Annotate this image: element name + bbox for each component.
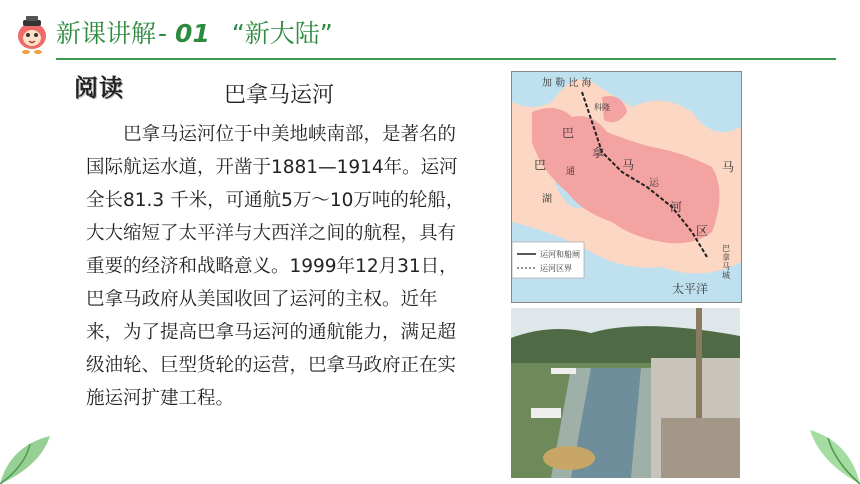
legend-zone-boundary: 运河区界 [540, 264, 572, 273]
label-zone-qu: 区 [696, 224, 709, 238]
title-main: 新课讲解 [56, 19, 157, 48]
title-dash: - [158, 19, 168, 48]
label-pacific-ocean: 太平洋 [672, 282, 709, 296]
label-zone-yun: 运 [649, 178, 659, 189]
canal-photo-graphic [511, 308, 740, 478]
label-lake-hu: 湖 [542, 194, 552, 205]
article-body [86, 118, 466, 415]
label-zone-he: 河 [670, 200, 683, 214]
label-panama-city: 巴拿马城 [722, 244, 730, 280]
slide-header [0, 0, 860, 66]
slide-title [56, 16, 333, 52]
label-right-ma: 马 [722, 160, 735, 174]
leaf-decoration-left-icon [0, 436, 60, 484]
section-topic: “新大陆” [231, 19, 333, 48]
label-caribbean-sea: 加 勒 比 海 [542, 78, 592, 89]
header-divider [56, 58, 836, 60]
canal-lock-photo [511, 308, 740, 478]
label-zone-ma: 马 [622, 158, 635, 172]
section-number: 01 [175, 19, 210, 48]
reading-label: 阅读 [74, 74, 124, 102]
label-lake-tong: 通 [566, 167, 576, 177]
label-country-na: 拿 [592, 146, 605, 160]
panama-canal-map [511, 71, 742, 303]
label-lake-ba: 巴 [534, 158, 547, 172]
article-title: 巴拿马运河 [224, 83, 335, 108]
leaf-decoration-right-icon [800, 430, 860, 484]
mascot-icon [14, 14, 50, 54]
label-country-ba: 巴 [562, 126, 575, 140]
label-colon-city: 科隆 [594, 103, 610, 112]
article-paragraph: 巴拿马运河位于中美地峡南部，是著名的国际航运水道，开凿于1881—1914年。运河全长81.3 千米，可通航5万～10万吨的轮船，大大缩短了太平洋与大西洋之间的航程，具有重要的经济和战略意义。1999年12月31日，巴拿马政府从美国收回了运河的主权。近年来，为了提高巴拿马运河的通航能力，满足超级油轮、巨型货轮的运营，巴拿马政府正在实施运河扩建工程。 [86, 124, 465, 409]
legend-canal: 运河和船闸 [540, 250, 580, 259]
